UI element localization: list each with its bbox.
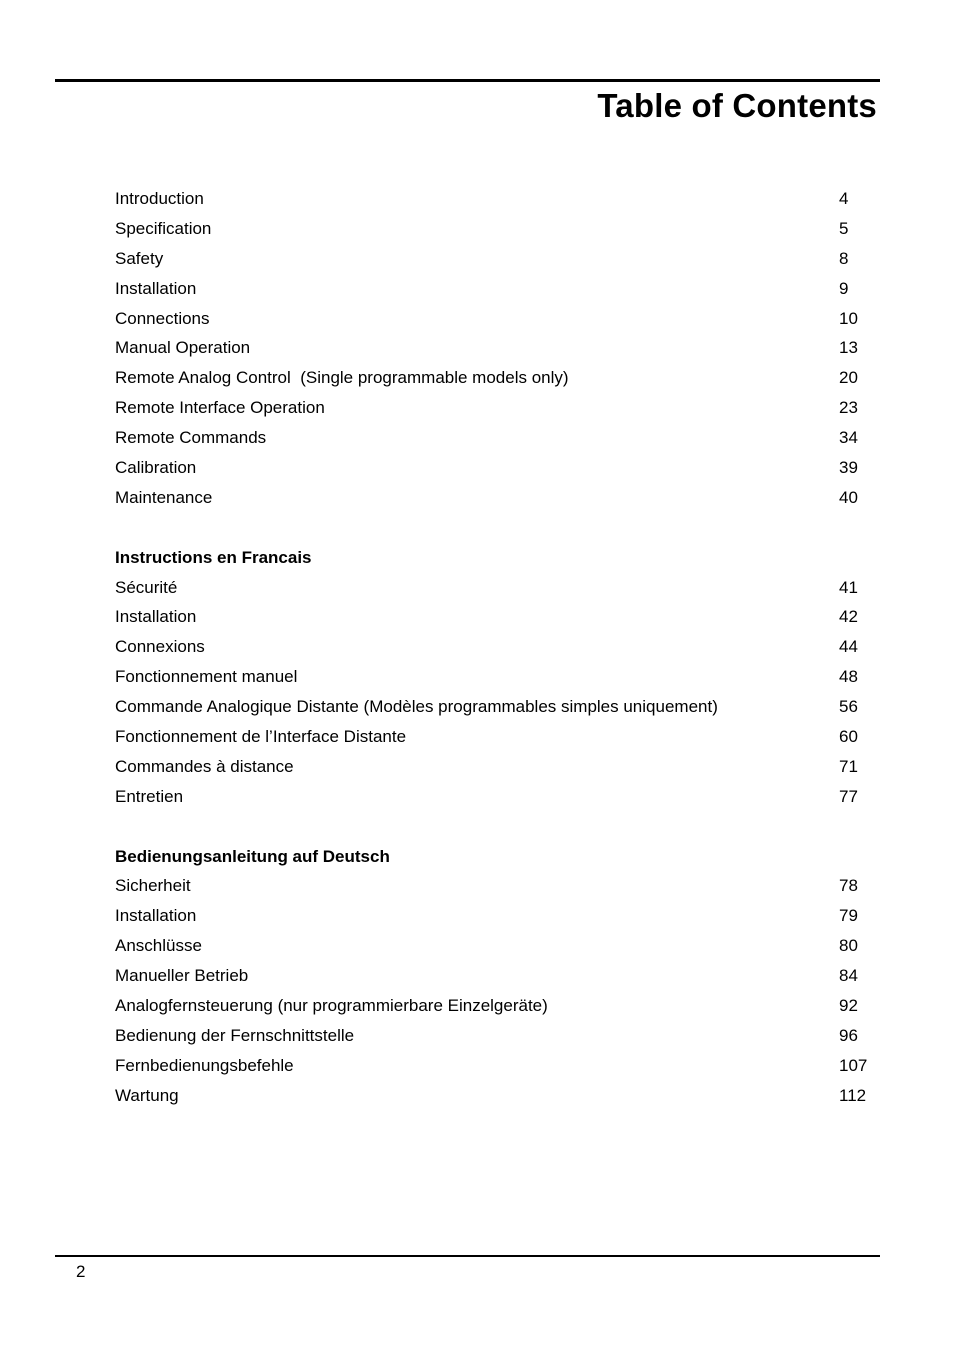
toc-entry-page: 9 — [839, 278, 849, 298]
page-number: 2 — [76, 1262, 86, 1281]
toc-entry-page: 4 — [839, 189, 849, 208]
toc-entry[interactable] — [115, 901, 875, 931]
toc-entry[interactable] — [115, 393, 875, 423]
toc-entry-label: Commandes à distance — [115, 756, 294, 776]
toc-entry-label: Entretien — [115, 786, 184, 806]
toc-entry-label: Commande Analogique Distante (Modèles programmables simples uniquement) — [115, 697, 718, 717]
toc-entry[interactable] — [115, 483, 875, 513]
section-heading-label: Instructions en Francais — [115, 547, 312, 567]
toc-entry-label: Anschlüsse — [115, 936, 202, 956]
toc-entry[interactable] — [115, 274, 875, 304]
toc-entry-page: 80 — [839, 936, 858, 956]
toc-entry-label: Sécurité — [115, 577, 178, 597]
toc-entry-label: Fernbedienungsbefehle — [115, 1055, 294, 1075]
toc-entry-label: Fonctionnement manuel — [115, 667, 298, 687]
toc-entry-label: Introduction — [115, 189, 204, 208]
toc-entry-page: 34 — [839, 428, 858, 448]
toc-entry[interactable] — [115, 244, 875, 274]
toc-entry-label: Analogfernsteuerung (nur programmierbare Einzelgeräte) — [115, 996, 548, 1016]
toc-entry[interactable] — [115, 1021, 875, 1051]
toc-entry-label: Bedienung der Fernschnittstelle — [115, 1025, 355, 1045]
toc-entry[interactable] — [115, 1081, 875, 1111]
toc-entry-label: Connexions — [115, 637, 205, 657]
toc-entry[interactable] — [115, 632, 875, 662]
toc-entry-page: 44 — [839, 637, 858, 657]
toc-entry-label: Calibration — [115, 458, 197, 478]
section-gap — [115, 812, 875, 842]
toc-entry-page: 40 — [839, 487, 858, 507]
toc-entry[interactable] — [115, 961, 875, 991]
toc-entry-label: Wartung — [115, 1085, 179, 1105]
toc-entry[interactable] — [115, 304, 875, 334]
toc-entry[interactable] — [115, 931, 875, 961]
toc-entry-page: 112 — [839, 1085, 867, 1105]
toc-entry-label: Fonctionnement de l’Interface Distante — [115, 727, 407, 747]
toc-entry[interactable] — [115, 752, 875, 782]
section-heading-label: Bedienungsanleitung auf Deutsch — [115, 846, 390, 866]
toc-entry-page: 96 — [839, 1025, 858, 1045]
toc-entry-page: 8 — [839, 248, 849, 268]
toc-entry-page: 60 — [839, 727, 858, 747]
toc-entry-page: 20 — [839, 368, 858, 388]
toc-entry-label: Remote Commands — [115, 428, 267, 448]
toc-entry[interactable] — [115, 782, 875, 812]
toc-entry-label: Safety — [115, 248, 164, 268]
toc-entry[interactable] — [115, 363, 875, 393]
toc-entry[interactable] — [115, 602, 875, 632]
toc-entry-page: 107 — [839, 1055, 868, 1075]
bottom-rule — [55, 1255, 880, 1257]
toc-entry[interactable] — [115, 662, 875, 692]
toc-list — [115, 184, 875, 1111]
toc-entry-label: Connections — [115, 308, 210, 328]
toc-entry[interactable] — [115, 692, 875, 722]
toc-entry-page: 71 — [839, 756, 858, 776]
toc-entry-label: Remote Interface Operation — [115, 398, 325, 418]
toc-entry-page: 79 — [839, 906, 858, 926]
toc-entry[interactable] — [115, 214, 875, 244]
toc-entry-page: 56 — [839, 697, 858, 717]
toc-entry-page: 92 — [839, 996, 858, 1016]
toc-entry[interactable] — [115, 453, 875, 483]
toc-entry-label: Installation — [115, 607, 197, 627]
toc-entry[interactable] — [115, 333, 875, 363]
toc-entry-page: 42 — [839, 607, 858, 627]
toc-entry-page: 41 — [839, 577, 858, 597]
toc-entry-label: Manueller Betrieb — [115, 966, 249, 986]
toc-entry[interactable] — [115, 1051, 875, 1081]
toc-entry-label: Manual Operation — [115, 338, 251, 358]
toc-entry-page: 48 — [839, 667, 858, 687]
toc-entry-page: 23 — [839, 398, 858, 418]
toc-entry-label: Installation — [115, 278, 197, 298]
toc-entry-label: Specification — [115, 218, 212, 238]
page-title: Table of Contents — [597, 87, 877, 124]
section-heading-german — [115, 842, 875, 872]
toc-entry-label: Remote Analog Control (Single programmable models only) — [115, 368, 569, 388]
top-rule — [55, 79, 880, 82]
toc-entry-page: 39 — [839, 458, 858, 478]
toc-entry[interactable] — [115, 184, 875, 214]
toc-entry-page: 13 — [839, 338, 858, 358]
toc-entry-page: 78 — [839, 876, 858, 896]
toc-entry[interactable] — [115, 871, 875, 901]
section-heading-french — [115, 543, 875, 573]
toc-entry-page: 5 — [839, 218, 849, 238]
toc-entry-label: Maintenance — [115, 487, 213, 507]
toc-entry[interactable] — [115, 573, 875, 603]
toc-entry[interactable] — [115, 423, 875, 453]
toc-entry-page: 84 — [839, 966, 858, 986]
toc-entry-page: 77 — [839, 786, 858, 806]
toc-entry-label: Installation — [115, 906, 197, 926]
section-gap — [115, 513, 875, 543]
toc-entry[interactable] — [115, 722, 875, 752]
toc-entry[interactable] — [115, 991, 875, 1021]
toc-entry-page: 10 — [839, 308, 858, 328]
toc-entry-label: Sicherheit — [115, 876, 191, 896]
